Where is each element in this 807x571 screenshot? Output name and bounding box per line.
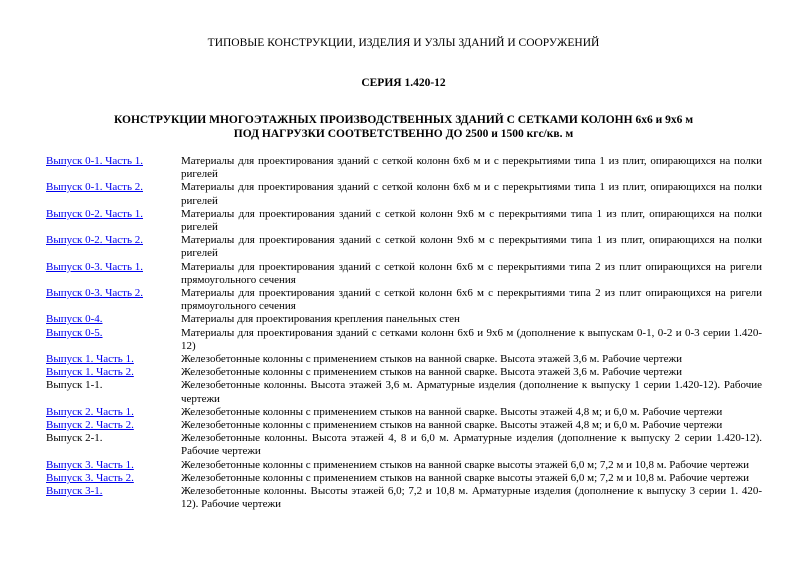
list-item <box>46 406 762 419</box>
issue-description: Материалы для проектирования зданий с сетками колонн 6х6 и 9х6 м (дополнение к выпускам 0-1, 0-2 и 0-3 серии 1.420-12) <box>181 326 762 352</box>
issue-link[interactable]: Выпуск 0-4. <box>46 313 103 326</box>
issue-link[interactable]: Выпуск 2. Часть 1. <box>46 405 134 418</box>
issue-description: Железобетонные колонны. Высота этажей 3,6 м. Арматурные изделия (дополнение к выпуску 1 серии 1.420-12). Рабочие чертежи <box>181 379 762 405</box>
document-title <box>0 113 807 141</box>
issue-label: Выпуск 1-1. <box>46 379 103 392</box>
list-item <box>46 261 762 287</box>
issue-link[interactable]: Выпуск 0-3. Часть 2. <box>46 287 143 300</box>
issue-description: Материалы для проектирования зданий с сеткой колонн 9х6 м с перекрытиями типа 1 из плит, опирающихся на полки ригелей <box>181 234 762 260</box>
issue-link[interactable]: Выпуск 1. Часть 2. <box>46 366 134 379</box>
issue-description: Железобетонные колонны с применением стыков на ванной сварке. Высота этажей 3,6 м. Рабочие чертежи <box>181 353 682 366</box>
issue-link[interactable]: Выпуск 0-3. Часть 1. <box>46 260 143 273</box>
list-item <box>46 379 762 405</box>
issue-description: Материалы для проектирования зданий с сеткой колонн 6х6 м и с перекрытиями типа 1 из плит, опирающихся на полки ригелей <box>181 155 762 181</box>
issue-link[interactable]: Выпуск 0-2. Часть 1. <box>46 207 143 220</box>
issue-link[interactable]: Выпуск 0-2. Часть 2. <box>46 234 143 247</box>
list-item <box>46 208 762 234</box>
issue-list <box>46 155 762 511</box>
list-item <box>46 327 762 353</box>
issue-description: Железобетонные колонны. Высоты этажей 6,0; 7,2 и 10,8 м. Арматурные изделия (дополнение к выпуску 3 серии 1. 420-12). Рабочие чертежи <box>181 485 762 511</box>
issue-description: Материалы для проектирования крепления панельных стен <box>181 313 460 326</box>
issue-description: Материалы для проектирования зданий с сеткой колонн 6х6 м с перекрытиями типа 2 из плит опирающихся на ригели прямоугольного сечения <box>181 260 762 286</box>
issue-link[interactable]: Выпуск 3. Часть 1. <box>46 458 134 471</box>
issue-description: Материалы для проектирования зданий с сеткой колонн 6х6 м и с перекрытиями типа 1 из плит, опирающихся на полки ригелей <box>181 181 762 207</box>
list-item <box>46 432 762 458</box>
issue-description: Железобетонные колонны с применением стыков на ванной сварке высоты этажей 6,0 м; 7,2 м и 10,8 м. Рабочие чертежи <box>181 458 750 471</box>
document-header: ТИПОВЫЕ КОНСТРУКЦИИ, ИЗДЕЛИЯ И УЗЛЫ ЗДАНИЙ И СООРУЖЕНИЙ <box>207 37 600 49</box>
list-item <box>46 287 762 313</box>
issue-description: Железобетонные колонны с применением стыков на ванной сварке. Высоты этажей 4,8 м; и 6,0 м. Рабочие чертежи <box>181 419 723 432</box>
list-item <box>46 419 762 432</box>
issue-description: Железобетонные колонны с применением стыков на ванной сварке. Высота этажей 3,6 м. Рабочие чертежи <box>181 366 682 379</box>
issue-link[interactable]: Выпуск 3-1. <box>46 485 103 498</box>
list-item <box>46 155 762 181</box>
list-item <box>46 472 762 485</box>
list-item <box>46 353 762 366</box>
issue-link[interactable]: Выпуск 0-1. Часть 1. <box>46 155 143 167</box>
issue-link[interactable]: Выпуск 1. Часть 1. <box>46 353 134 366</box>
list-item <box>46 234 762 260</box>
issue-link[interactable]: Выпуск 2. Часть 2. <box>46 419 134 432</box>
list-item <box>46 366 762 379</box>
document-title-line-2: ПОД НАГРУЗКИ СООТВЕТСТВЕННО ДО 2500 и 1500 кгс/кв. м <box>233 128 574 140</box>
list-item <box>46 459 762 472</box>
list-item <box>46 313 762 326</box>
issue-description: Железобетонные колонны. Высота этажей 4, 8 и 6,0 м. Арматурные изделия (дополнение к выпуску 2 серии 1.420-12). Рабочие чертежи <box>181 432 762 458</box>
issue-description: Железобетонные колонны с применением стыков на ванной сварке. Высоты этажей 4,8 м; и 6,0 м. Рабочие чертежи <box>181 405 723 418</box>
series-title: СЕРИЯ 1.420-12 <box>361 77 446 89</box>
issue-label: Выпуск 2-1. <box>46 432 103 445</box>
issue-description: Материалы для проектирования зданий с сеткой колонн 9х6 м с перекрытиями типа 1 из плит, опирающихся на полки ригелей <box>181 207 762 234</box>
issue-link[interactable]: Выпуск 0-1. Часть 2. <box>46 181 143 194</box>
issue-link[interactable]: Выпуск 3. Часть 2. <box>46 471 134 484</box>
list-item <box>46 181 762 207</box>
list-item <box>46 485 762 511</box>
issue-description: Железобетонные колонны с применением стыков на ванной сварке высоты этажей 6,0 м; 7,2 м и 10,8 м. Рабочие чертежи <box>181 471 750 484</box>
issue-link[interactable]: Выпуск 0-5. <box>46 326 103 339</box>
document-title-line-1: КОНСТРУКЦИИ МНОГОЭТАЖНЫХ ПРОИЗВОДСТВЕННЫХ ЗДАНИЙ С СЕТКАМИ КОЛОНН 6х6 и 9х6 м <box>113 114 694 126</box>
issue-description: Материалы для проектирования зданий с сеткой колонн 6х6 м с перекрытиями типа 2 из плит опирающихся на ригели прямоугольного сечения <box>181 287 762 313</box>
